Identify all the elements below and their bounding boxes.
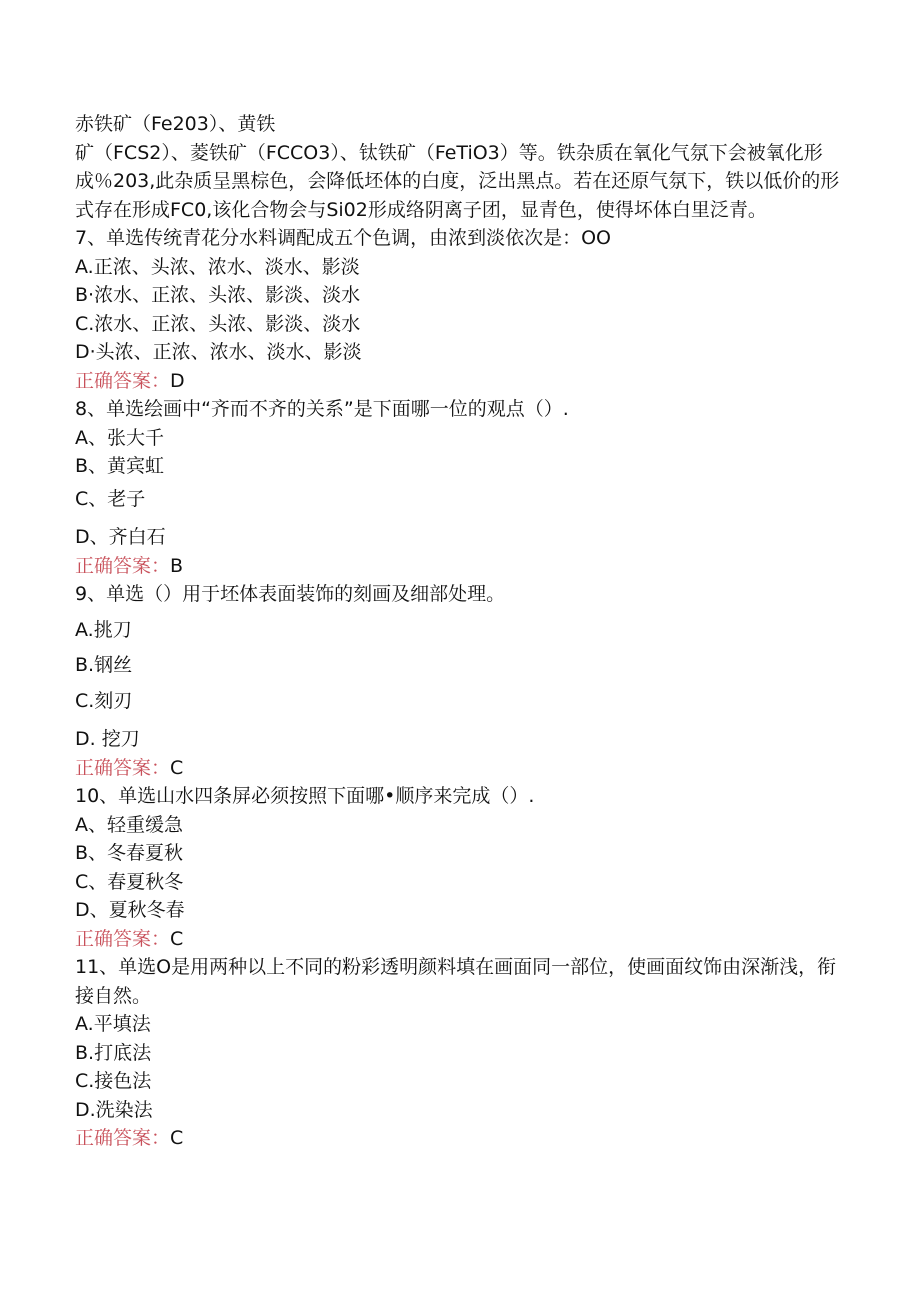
- option: A、轻重缓急: [75, 813, 183, 836]
- question-stem: 11、单选O是用两种以上不同的粉彩透明颜料填在画面同一部位，使画面纹饰由深渐浅，衔接自然。: [75, 956, 837, 1007]
- answer-label: 正确答案：: [75, 1127, 171, 1149]
- answer-label: 正确答案：: [75, 369, 171, 392]
- correct-answer: [75, 1124, 845, 1153]
- answer-value: C: [170, 927, 184, 950]
- option: D.洗染法: [75, 1098, 153, 1121]
- answer-value: C: [170, 756, 184, 779]
- answer-label: 正确答案：: [75, 756, 171, 779]
- option: B、冬春夏秋: [75, 842, 184, 864]
- option: C.浓水、正浓、头浓、影淡、淡水: [75, 312, 361, 335]
- question-stem: 9、单选（）用于坯体表面装饰的刻画及细部处理。: [75, 583, 506, 605]
- correct-answer: [75, 367, 845, 396]
- option: D·头浓、正浓、浓水、淡水、影淡: [75, 341, 362, 363]
- document-content: [75, 110, 845, 1153]
- option: B.钢丝: [75, 654, 133, 676]
- option: D、齐白石: [75, 526, 166, 548]
- question-stem: 10、单选山水四条屏必须按照下面哪•顺序来完成（）.: [75, 785, 535, 807]
- option: B、黄宾虹: [75, 455, 165, 477]
- correct-answer: [75, 754, 845, 783]
- answer-label: 正确答案：: [75, 554, 171, 577]
- intro-paragraph: 矿（FCS2）、菱铁矿（FCCO3）、钛铁矿（FeTiO3）等。铁杂质在氧化气氛下会被氧化形成％203,此杂质呈黑棕色，会降低坯体的白度，泛出黑点。若在还原气氛下，铁以低价的形式存在形成FC0,该化合物会与Si02形成络阴离子团，显青色，使得坏体白里泛青。: [75, 141, 840, 221]
- question-stem: 8、单选绘画中“齐而不齐的关系”是下面哪一位的观点（）.: [75, 398, 569, 420]
- answer-value: D: [170, 369, 185, 392]
- option: A.挑刀: [75, 618, 132, 641]
- option: C.刻刃: [75, 689, 133, 712]
- answer-label: 正确答案：: [75, 927, 171, 950]
- answer-value: C: [170, 1127, 184, 1149]
- option: A.平填法: [75, 1013, 151, 1035]
- intro-line: 赤铁矿（Fe203）、黄铁: [75, 113, 276, 135]
- question-stem: 7、单选传统青花分水料调配成五个色调，由浓到淡依次是：OO: [75, 227, 612, 249]
- correct-answer: [75, 552, 845, 581]
- option: D、夏秋冬春: [75, 899, 185, 921]
- answer-value: B: [170, 554, 184, 577]
- option: C、老子: [75, 487, 146, 510]
- option: B·浓水、正浓、头浓、影淡、淡水: [75, 284, 361, 306]
- option: C.接色法: [75, 1070, 152, 1092]
- option: C、春夏秋冬: [75, 870, 184, 893]
- option: B.打底法: [75, 1041, 152, 1064]
- option: A、张大千: [75, 426, 164, 449]
- correct-answer: [75, 925, 845, 954]
- option: D. 挖刀: [75, 728, 140, 750]
- option: A.正浓、头浓、浓水、淡水、影淡: [75, 255, 360, 278]
